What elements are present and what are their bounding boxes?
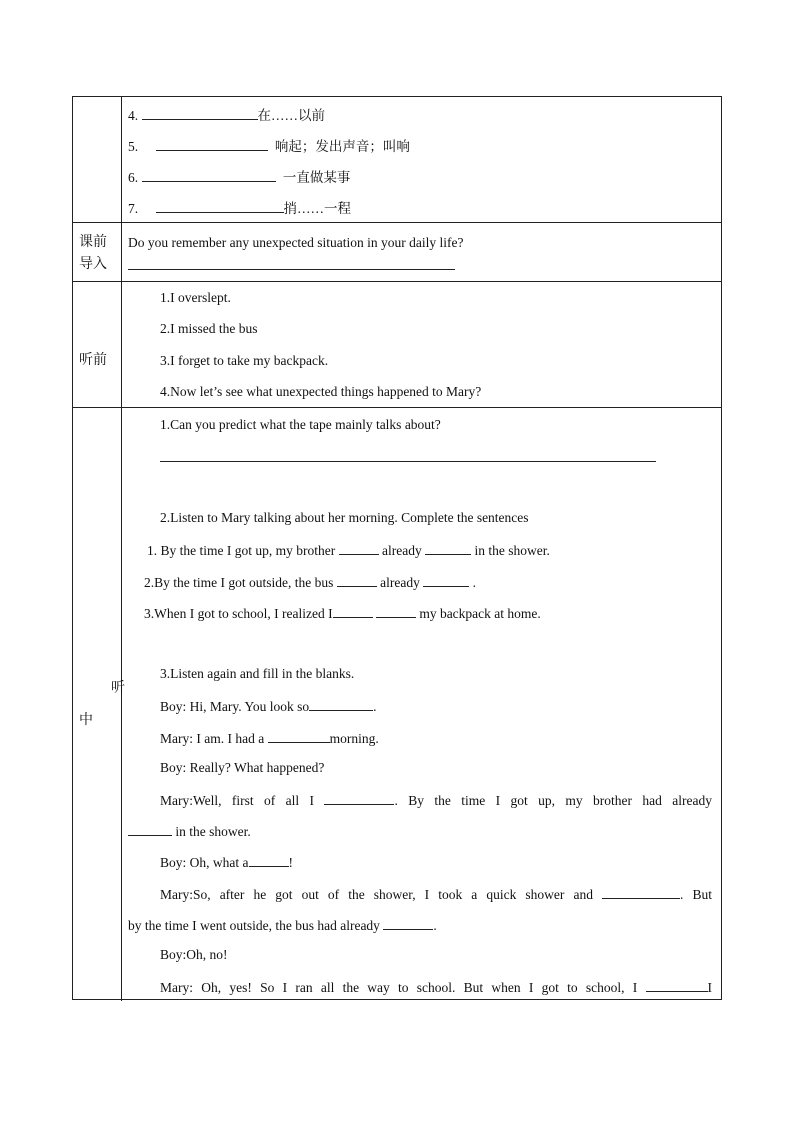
dialogue-text: Mary:So, after he got out of the shower, I took a quick shower and (160, 887, 603, 902)
warmup-label-line: 导入 (79, 256, 107, 272)
vocab-item (128, 167, 350, 187)
answer-blank[interactable] (423, 572, 469, 587)
dialogue-text: Mary:Well, first of all I (160, 793, 325, 808)
dialogue-line (160, 977, 712, 997)
vocab-meaning: 一直做某事 (282, 170, 351, 185)
warmup-label-line: 课前 (79, 234, 107, 250)
sentence-text: 2.By the time I got outside, the bus (144, 575, 337, 590)
complete-sentence (147, 540, 550, 560)
row-divider (73, 407, 721, 408)
dialogue-line (160, 790, 712, 810)
complete-title: 2.Listen to Mary talking about her morning. Complete the sentences (160, 510, 529, 525)
warmup-label (79, 231, 107, 275)
dialogue-text: . (373, 699, 377, 714)
dialogue-line (128, 821, 251, 841)
answer-blank[interactable] (249, 852, 289, 867)
answer-blank[interactable] (337, 572, 377, 587)
vocab-num: 6. (128, 170, 139, 185)
vocab-num: 4. (128, 108, 139, 123)
dialogue-text: in the shower. (172, 824, 251, 839)
dialogue-text: Boy: Hi, Mary. You look so (160, 699, 310, 714)
dialogue-line (128, 915, 437, 935)
dialogue-text: I (707, 980, 712, 995)
answer-blank[interactable] (602, 884, 680, 899)
complete-sentence (144, 603, 541, 623)
answer-blank[interactable] (333, 603, 373, 618)
answer-blank[interactable] (142, 105, 258, 120)
vocab-meaning: 响起；发出声音；叫响 (274, 139, 410, 154)
dialogue-text: ! (288, 855, 293, 870)
fill-blanks-title: 3.Listen again and fill in the blanks. (160, 666, 355, 681)
predict-answer-blank[interactable] (160, 447, 656, 462)
dialogue-text: . By the time I got up, my brother had already (394, 793, 712, 808)
dialogue-text: . (433, 918, 437, 933)
column-divider (121, 97, 122, 1001)
prelisten-label: 听前 (79, 352, 107, 368)
answer-blank[interactable] (383, 915, 433, 930)
answer-blank[interactable] (339, 540, 379, 555)
sentence-text: already (376, 575, 424, 590)
dialogue-line (160, 884, 712, 904)
sentence-text: . (469, 575, 476, 590)
prelisten-item: 3.I forget to take my backpack. (160, 353, 329, 368)
sentence-text: 3.When I got to school, I realized I (144, 606, 333, 621)
dialogue-line: Boy: Really? What happened? (160, 760, 325, 775)
vocab-num: 5. (128, 139, 139, 154)
worksheet-table (72, 96, 722, 1000)
answer-blank[interactable] (156, 136, 268, 151)
sentence-text: 1. By the time I got up, my brother (147, 543, 339, 558)
whilelisten-label-char: 中 (79, 712, 93, 728)
dialogue-line (160, 696, 377, 716)
vocab-meaning: 在……以前 (257, 108, 325, 123)
answer-blank[interactable] (324, 790, 394, 805)
row-divider (73, 222, 721, 223)
dialogue-text: . But (680, 887, 712, 902)
dialogue-line (160, 852, 293, 872)
dialogue-line (160, 728, 379, 748)
whilelisten-label-char: 听 (111, 680, 125, 696)
dialogue-line: Boy:Oh, no! (160, 947, 228, 962)
vocab-num: 7. (128, 201, 139, 216)
warmup-answer-blank[interactable] (128, 255, 455, 270)
prelisten-item: 2.I missed the bus (160, 321, 258, 336)
row-divider (73, 281, 721, 282)
vocab-item (128, 136, 410, 156)
prelisten-item: 4.Now let’s see what unexpected things happened to Mary? (160, 384, 482, 399)
dialogue-text: Mary: I am. I had a (160, 731, 268, 746)
complete-sentence (144, 572, 476, 592)
prelisten-item: 1.I overslept. (160, 290, 231, 305)
answer-blank[interactable] (156, 198, 284, 213)
answer-blank[interactable] (142, 167, 276, 182)
answer-blank[interactable] (646, 977, 708, 992)
dialogue-text: Mary: Oh, yes! So I ran all the way to school. But when I got to school, I (160, 980, 646, 995)
dialogue-text: Boy: Oh, what a (160, 855, 249, 870)
sentence-text: my backpack at home. (415, 606, 541, 621)
vocab-item (128, 105, 325, 125)
vocab-item (128, 198, 351, 218)
vocab-meaning: 捎……一程 (283, 201, 351, 216)
answer-blank[interactable] (425, 540, 471, 555)
sentence-text: in the shower. (471, 543, 550, 558)
warmup-question: Do you remember any unexpected situation in your daily life? (128, 235, 464, 250)
predict-question: 1.Can you predict what the tape mainly talks about? (160, 417, 441, 432)
answer-blank[interactable] (309, 696, 373, 711)
answer-blank[interactable] (376, 603, 416, 618)
answer-blank[interactable] (128, 821, 172, 836)
dialogue-text: morning. (329, 731, 379, 746)
answer-blank[interactable] (268, 728, 330, 743)
dialogue-text: by the time I went outside, the bus had already (128, 918, 384, 933)
sentence-text: already (378, 543, 426, 558)
